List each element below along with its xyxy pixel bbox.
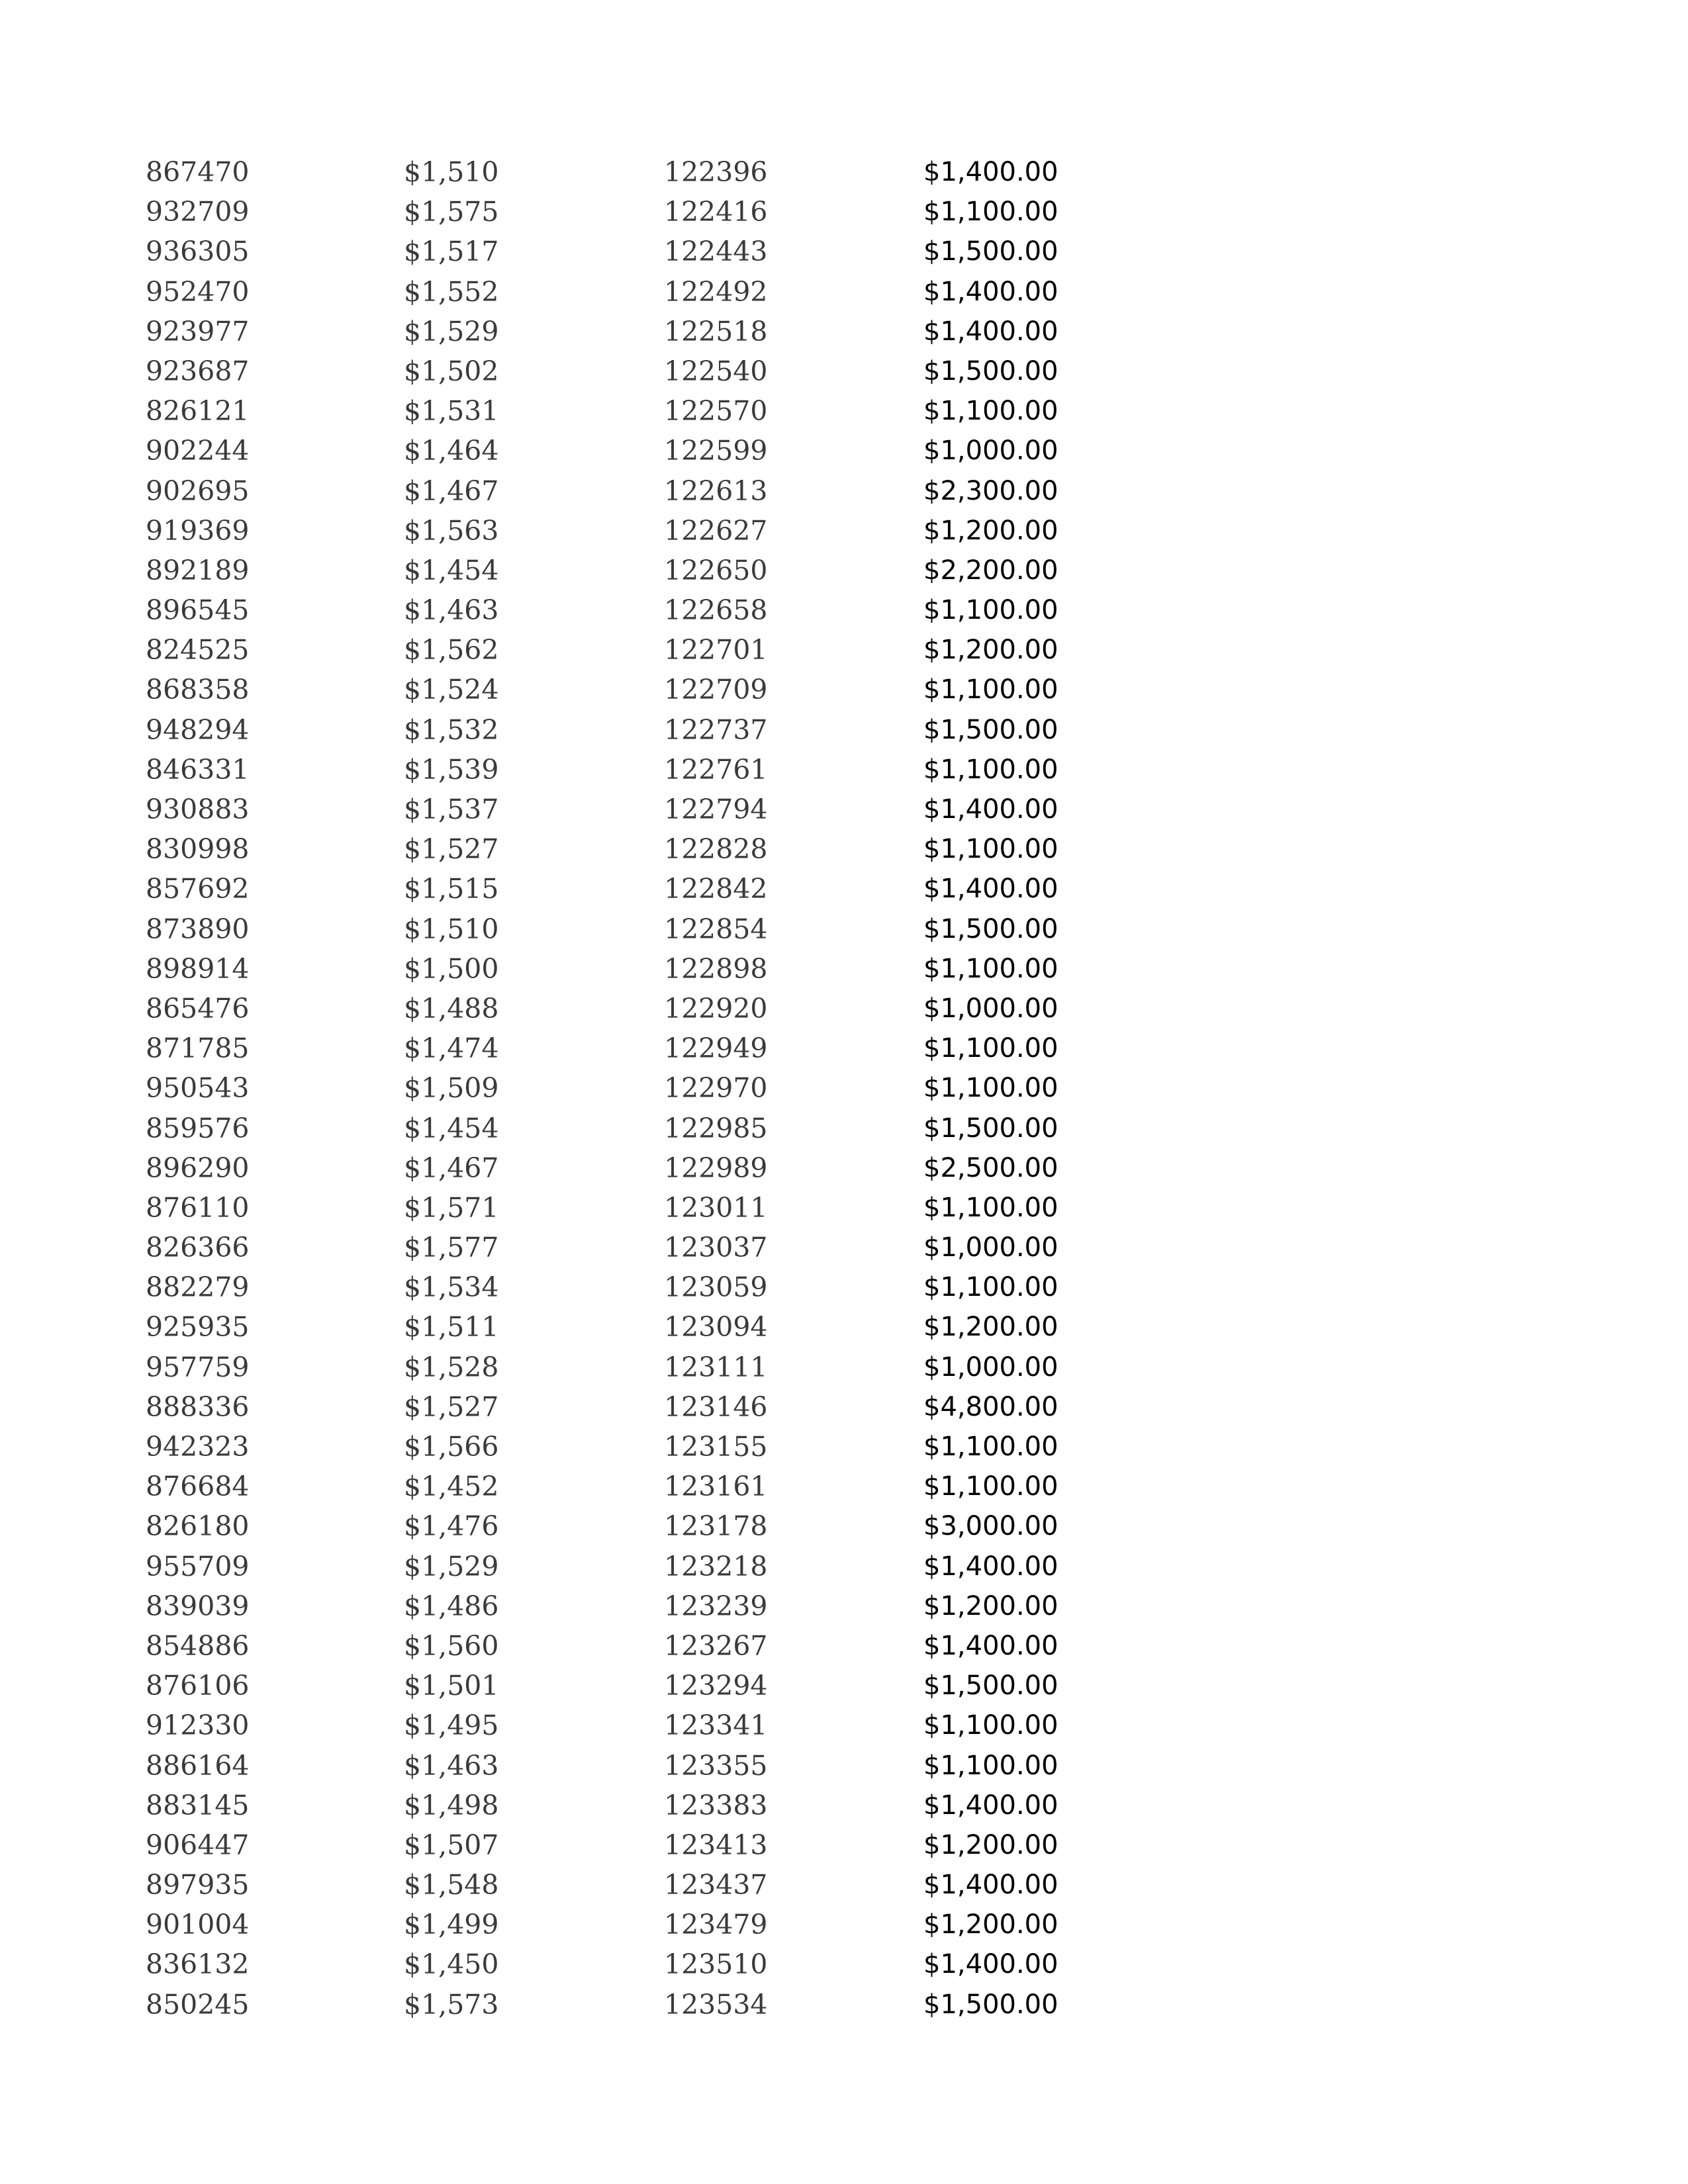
- value-cell: $1,400.00: [923, 794, 1058, 825]
- value-cell: $1,200.00: [923, 1829, 1058, 1860]
- table-row: [0, 232, 1688, 271]
- id-cell: 925935: [146, 1311, 250, 1343]
- reference-cell: 122658: [664, 594, 768, 627]
- id-cell: 923687: [146, 355, 250, 387]
- amount-cell: $1,467: [404, 475, 499, 507]
- amount-cell: $1,509: [404, 1072, 499, 1105]
- id-cell: 886164: [146, 1749, 250, 1782]
- amount-cell: $1,507: [404, 1829, 499, 1861]
- value-cell: $1,000.00: [923, 435, 1058, 467]
- id-cell: 830998: [146, 833, 250, 866]
- id-cell: 902695: [146, 475, 250, 507]
- id-cell: 892189: [146, 554, 250, 586]
- table-row: [0, 152, 1688, 192]
- value-cell: $1,400.00: [923, 316, 1058, 347]
- id-cell: 868358: [146, 674, 250, 706]
- reference-cell: 122854: [664, 913, 768, 945]
- table-row: [0, 1905, 1688, 1944]
- value-cell: $1,400.00: [923, 1630, 1058, 1661]
- reference-cell: 122443: [664, 236, 768, 268]
- id-cell: 839039: [146, 1590, 250, 1622]
- id-cell: 883145: [146, 1789, 250, 1821]
- id-cell: 936305: [146, 236, 250, 268]
- table-row: [0, 949, 1688, 989]
- table-row: [0, 790, 1688, 829]
- table-row: [0, 551, 1688, 590]
- table-row: [0, 1825, 1688, 1865]
- amount-cell: $1,527: [404, 1390, 499, 1423]
- id-cell: 897935: [146, 1869, 250, 1901]
- amount-cell: $1,560: [404, 1629, 499, 1662]
- id-cell: 902244: [146, 435, 250, 467]
- value-cell: $2,300.00: [923, 475, 1058, 506]
- table-row: [0, 1068, 1688, 1108]
- reference-cell: 122627: [664, 514, 768, 547]
- id-cell: 854886: [146, 1629, 250, 1662]
- table-row: [0, 710, 1688, 750]
- table-row: [0, 192, 1688, 232]
- amount-cell: $1,486: [404, 1590, 499, 1622]
- amount-cell: $1,548: [404, 1869, 499, 1901]
- table-row: [0, 471, 1688, 511]
- id-cell: 826121: [146, 395, 250, 428]
- value-cell: $1,200.00: [923, 1312, 1058, 1343]
- value-cell: $1,100.00: [923, 1033, 1058, 1064]
- reference-cell: 123355: [664, 1749, 768, 1782]
- id-cell: 882279: [146, 1271, 250, 1304]
- value-cell: $1,500.00: [923, 355, 1058, 387]
- value-cell: $1,500.00: [923, 1989, 1058, 2020]
- reference-cell: 122599: [664, 435, 768, 467]
- table-row: [0, 1506, 1688, 1546]
- amount-cell: $1,464: [404, 435, 499, 467]
- amount-cell: $1,573: [404, 1988, 499, 2021]
- table-row: [0, 989, 1688, 1028]
- value-cell: $1,400.00: [923, 1551, 1058, 1582]
- id-cell: 898914: [146, 952, 250, 985]
- reference-cell: 123059: [664, 1271, 768, 1304]
- reference-cell: 122540: [664, 355, 768, 387]
- reference-cell: 122701: [664, 634, 768, 666]
- amount-cell: $1,552: [404, 275, 499, 308]
- amount-cell: $1,527: [404, 833, 499, 866]
- reference-cell: 122828: [664, 833, 768, 866]
- amount-cell: $1,537: [404, 794, 499, 825]
- value-cell: $1,200.00: [923, 1909, 1058, 1940]
- reference-cell: 122650: [664, 554, 768, 586]
- table-row: [0, 1387, 1688, 1427]
- value-cell: $1,100.00: [923, 1272, 1058, 1303]
- reference-cell: 123178: [664, 1510, 768, 1543]
- reference-cell: 123161: [664, 1471, 768, 1503]
- amount-cell: $1,510: [404, 156, 499, 188]
- amount-cell: $1,498: [404, 1789, 499, 1821]
- amount-cell: $1,515: [404, 873, 499, 905]
- amount-cell: $1,510: [404, 913, 499, 945]
- reference-cell: 123510: [664, 1948, 768, 1981]
- reference-cell: 123146: [664, 1390, 768, 1423]
- amount-cell: $1,495: [404, 1709, 499, 1742]
- table-row: [0, 1028, 1688, 1068]
- amount-cell: $1,534: [404, 1271, 499, 1304]
- value-cell: $1,100.00: [923, 834, 1058, 865]
- reference-cell: 123341: [664, 1709, 768, 1742]
- value-cell: $1,100.00: [923, 1192, 1058, 1223]
- value-cell: $1,400.00: [923, 157, 1058, 187]
- amount-cell: $1,450: [404, 1948, 499, 1981]
- table-row: [0, 312, 1688, 351]
- value-cell: $1,500.00: [923, 1113, 1058, 1144]
- amount-cell: $1,529: [404, 315, 499, 347]
- value-cell: $1,400.00: [923, 874, 1058, 905]
- value-cell: $1,400.00: [923, 276, 1058, 307]
- value-cell: $1,000.00: [923, 1351, 1058, 1383]
- value-cell: $1,100.00: [923, 1471, 1058, 1502]
- table-row: [0, 1148, 1688, 1188]
- table-row: [0, 1228, 1688, 1267]
- amount-cell: $1,563: [404, 514, 499, 547]
- value-cell: $1,500.00: [923, 1670, 1058, 1702]
- reference-cell: 122570: [664, 395, 768, 428]
- amount-cell: $1,577: [404, 1232, 499, 1264]
- value-cell: $4,800.00: [923, 1391, 1058, 1422]
- id-cell: 896290: [146, 1152, 250, 1184]
- id-cell: 948294: [146, 713, 250, 746]
- amount-cell: $1,517: [404, 236, 499, 268]
- table-row: [0, 670, 1688, 709]
- amount-cell: $1,463: [404, 1749, 499, 1782]
- amount-cell: $1,539: [404, 753, 499, 786]
- reference-cell: 122985: [664, 1112, 768, 1144]
- id-cell: 865476: [146, 992, 250, 1024]
- amount-cell: $1,452: [404, 1471, 499, 1503]
- value-cell: $1,100.00: [923, 1432, 1058, 1462]
- reference-cell: 123011: [664, 1191, 768, 1224]
- value-cell: $1,400.00: [923, 1870, 1058, 1901]
- table-row: [0, 1347, 1688, 1387]
- reference-cell: 123294: [664, 1670, 768, 1702]
- id-cell: 826366: [146, 1232, 250, 1264]
- table-row: [0, 829, 1688, 869]
- table-row: [0, 1706, 1688, 1745]
- id-cell: 846331: [146, 753, 250, 786]
- table-row: [0, 1586, 1688, 1626]
- table-row: [0, 1467, 1688, 1506]
- amount-cell: $1,571: [404, 1191, 499, 1224]
- id-cell: 923977: [146, 315, 250, 347]
- table-row: [0, 590, 1688, 630]
- reference-cell: 122709: [664, 674, 768, 706]
- value-cell: $1,200.00: [923, 1590, 1058, 1621]
- reference-cell: 123267: [664, 1629, 768, 1662]
- id-cell: 888336: [146, 1390, 250, 1423]
- value-cell: $1,100.00: [923, 396, 1058, 427]
- reference-cell: 123218: [664, 1550, 768, 1582]
- reference-cell: 123437: [664, 1869, 768, 1901]
- table-row: [0, 1427, 1688, 1467]
- reference-cell: 123239: [664, 1590, 768, 1622]
- id-cell: 957759: [146, 1351, 250, 1383]
- amount-cell: $1,476: [404, 1510, 499, 1543]
- value-cell: $3,000.00: [923, 1511, 1058, 1542]
- table-row: [0, 1865, 1688, 1905]
- reference-cell: 122416: [664, 196, 768, 228]
- value-cell: $1,100.00: [923, 1073, 1058, 1104]
- amount-cell: $1,575: [404, 196, 499, 228]
- table-row: [0, 1547, 1688, 1586]
- value-cell: $1,100.00: [923, 953, 1058, 984]
- table-row: [0, 1267, 1688, 1307]
- table-row: [0, 511, 1688, 551]
- table-row: [0, 351, 1688, 391]
- value-cell: $1,000.00: [923, 1232, 1058, 1263]
- id-cell: 950543: [146, 1072, 250, 1105]
- id-cell: 836132: [146, 1948, 250, 1981]
- table-row: [0, 1985, 1688, 2025]
- table-row: [0, 909, 1688, 949]
- amount-cell: $1,502: [404, 355, 499, 387]
- amount-cell: $1,474: [404, 1032, 499, 1065]
- id-cell: 952470: [146, 275, 250, 308]
- amount-cell: $1,454: [404, 1112, 499, 1144]
- reference-cell: 122920: [664, 992, 768, 1024]
- reference-cell: 122794: [664, 794, 768, 825]
- reference-cell: 123383: [664, 1789, 768, 1821]
- value-cell: $1,500.00: [923, 714, 1058, 745]
- value-cell: $1,000.00: [923, 993, 1058, 1024]
- reference-cell: 123534: [664, 1988, 768, 2021]
- value-cell: $1,100.00: [923, 754, 1058, 785]
- table-row: [0, 1188, 1688, 1228]
- amount-cell: $1,499: [404, 1909, 499, 1941]
- table-row: [0, 630, 1688, 670]
- id-cell: 912330: [146, 1709, 250, 1742]
- table-row: [0, 1944, 1688, 1984]
- id-cell: 955709: [146, 1550, 250, 1582]
- value-cell: $1,500.00: [923, 913, 1058, 944]
- table-row: [0, 1746, 1688, 1786]
- table-row: [0, 1786, 1688, 1825]
- id-cell: 942323: [146, 1431, 250, 1463]
- amount-cell: $1,454: [404, 554, 499, 586]
- value-cell: $1,200.00: [923, 635, 1058, 666]
- id-cell: 873890: [146, 913, 250, 945]
- table-row: [0, 1307, 1688, 1347]
- reference-cell: 123479: [664, 1909, 768, 1941]
- value-cell: $2,500.00: [923, 1152, 1058, 1183]
- value-cell: $1,100.00: [923, 197, 1058, 228]
- reference-cell: 122396: [664, 156, 768, 188]
- table-row: [0, 1626, 1688, 1666]
- value-cell: $1,500.00: [923, 236, 1058, 267]
- amount-cell: $1,531: [404, 395, 499, 428]
- amount-cell: $1,528: [404, 1351, 499, 1383]
- value-cell: $1,100.00: [923, 1750, 1058, 1781]
- table-row: [0, 750, 1688, 790]
- amount-cell: $1,529: [404, 1550, 499, 1582]
- value-cell: $1,100.00: [923, 595, 1058, 626]
- reference-cell: 122761: [664, 753, 768, 786]
- id-cell: 867470: [146, 156, 250, 188]
- reference-cell: 122492: [664, 275, 768, 308]
- id-cell: 850245: [146, 1988, 250, 2021]
- reference-cell: 122737: [664, 713, 768, 746]
- reference-cell: 122613: [664, 475, 768, 507]
- id-cell: 857692: [146, 873, 250, 905]
- id-cell: 876110: [146, 1191, 250, 1224]
- id-cell: 901004: [146, 1909, 250, 1941]
- id-cell: 919369: [146, 514, 250, 547]
- table-row: [0, 869, 1688, 909]
- amount-cell: $1,488: [404, 992, 499, 1024]
- reference-cell: 122842: [664, 873, 768, 905]
- table-row: [0, 431, 1688, 471]
- reference-cell: 122949: [664, 1032, 768, 1065]
- table-row: [0, 1666, 1688, 1706]
- id-cell: 876106: [146, 1670, 250, 1702]
- reference-cell: 123155: [664, 1431, 768, 1463]
- amount-cell: $1,524: [404, 674, 499, 706]
- reference-cell: 123037: [664, 1232, 768, 1264]
- reference-cell: 122989: [664, 1152, 768, 1184]
- reference-cell: 123111: [664, 1351, 768, 1383]
- value-cell: $2,200.00: [923, 555, 1058, 586]
- reference-cell: 122970: [664, 1072, 768, 1105]
- id-cell: 896545: [146, 594, 250, 627]
- value-cell: $1,100.00: [923, 1710, 1058, 1741]
- amount-cell: $1,562: [404, 634, 499, 666]
- id-cell: 906447: [146, 1829, 250, 1861]
- reference-cell: 123094: [664, 1311, 768, 1343]
- amount-cell: $1,566: [404, 1431, 499, 1463]
- value-cell: $1,100.00: [923, 674, 1058, 705]
- id-cell: 932709: [146, 196, 250, 228]
- table-row: [0, 1109, 1688, 1148]
- value-cell: $1,400.00: [923, 1949, 1058, 1980]
- id-cell: 824525: [146, 634, 250, 666]
- table-row: [0, 272, 1688, 312]
- data-table: [0, 152, 1688, 2025]
- id-cell: 876684: [146, 1471, 250, 1503]
- value-cell: $1,400.00: [923, 1790, 1058, 1821]
- id-cell: 826180: [146, 1510, 250, 1543]
- amount-cell: $1,511: [404, 1311, 499, 1343]
- amount-cell: $1,500: [404, 952, 499, 985]
- id-cell: 859576: [146, 1112, 250, 1144]
- reference-cell: 122518: [664, 315, 768, 347]
- id-cell: 930883: [146, 794, 250, 825]
- amount-cell: $1,467: [404, 1152, 499, 1184]
- reference-cell: 123413: [664, 1829, 768, 1861]
- amount-cell: $1,532: [404, 713, 499, 746]
- reference-cell: 122898: [664, 952, 768, 985]
- value-cell: $1,200.00: [923, 515, 1058, 546]
- table-row: [0, 391, 1688, 431]
- amount-cell: $1,501: [404, 1670, 499, 1702]
- id-cell: 871785: [146, 1032, 250, 1065]
- amount-cell: $1,463: [404, 594, 499, 627]
